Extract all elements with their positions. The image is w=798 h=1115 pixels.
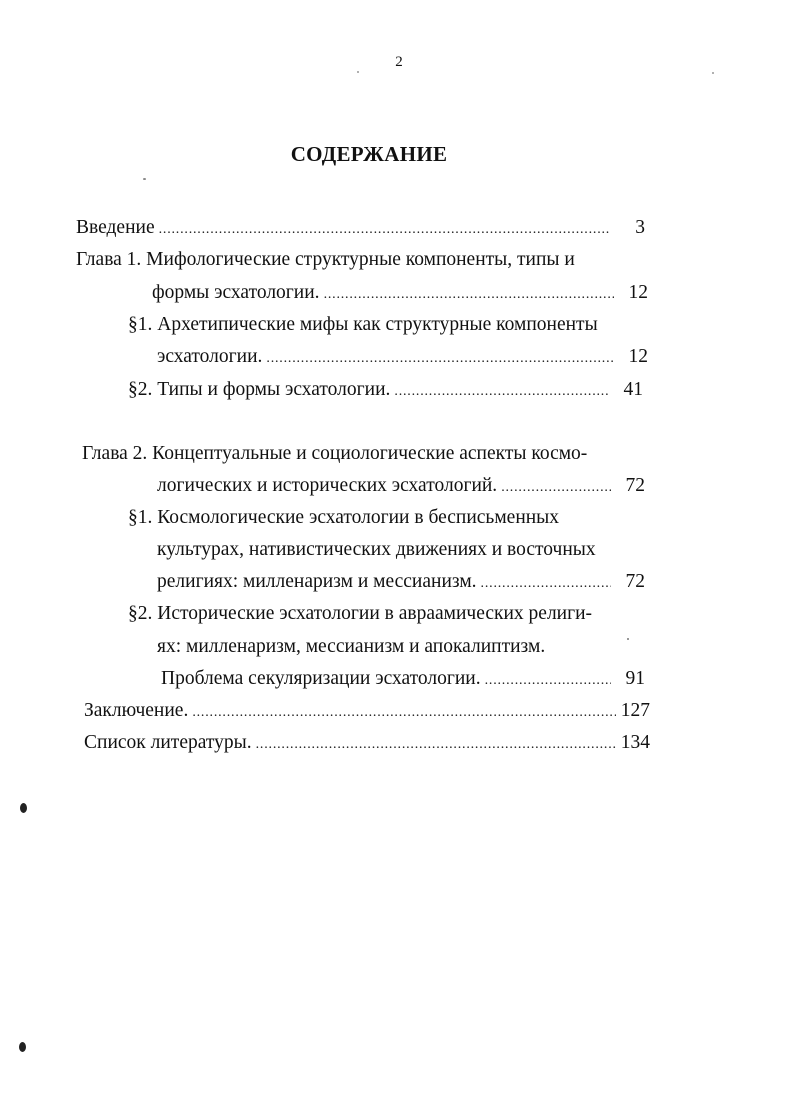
toc-entry-text: формы эсхатологии. — [152, 282, 320, 303]
toc-leader-dots — [159, 216, 611, 244]
toc-entry-text: §1. Космологические эсхатологии в бесписьменных — [128, 507, 560, 528]
toc-entry-text: Заключение. — [84, 700, 189, 721]
scan-artifact-speck — [712, 72, 714, 74]
toc-entry-section-2-1-line-2[interactable] — [157, 536, 657, 564]
toc-leader-dots — [266, 345, 614, 373]
toc-entry-chapter-2-line-1[interactable] — [82, 440, 682, 468]
toc-entry-text: §2. Исторические эсхатологии в авраамических религи- — [128, 603, 593, 624]
toc-leader-dots — [485, 667, 611, 695]
scan-artifact-speck — [143, 178, 146, 180]
toc-entry-section-2-1-line-1[interactable] — [128, 504, 648, 532]
toc-entry-section-2-2-line-3[interactable] — [161, 665, 645, 693]
scan-artifact-mark — [20, 803, 27, 813]
toc-page-number: 12 — [628, 282, 648, 303]
toc-entry-text: культурах, нативистических движениях и восточных — [157, 539, 596, 560]
toc-entry-intro[interactable] — [76, 214, 645, 242]
toc-entry-text: Глава 2. Концептуальные и социологические аспекты космо- — [82, 443, 588, 464]
toc-leader-dots — [394, 378, 609, 406]
toc-entry-text: логических и исторических эсхатологий. — [157, 475, 498, 496]
toc-entry-text: §2. Типы и формы эсхатологии. — [128, 379, 391, 400]
toc-entry-text: ях: милленаризм, мессианизм и апокалиптизм. — [157, 636, 546, 657]
toc-entry-text: Введение — [76, 217, 155, 238]
toc-page-number: 3 — [635, 217, 645, 238]
toc-entry-conclusion[interactable] — [84, 697, 650, 725]
toc-entry-chapter-1-line-1[interactable] — [76, 246, 676, 274]
scan-artifact-speck — [627, 638, 629, 640]
toc-leader-dots — [481, 570, 611, 598]
toc-entry-text: Проблема секуляризации эсхатологии. — [161, 668, 481, 689]
scan-artifact-speck — [357, 71, 359, 73]
toc-page-number: 134 — [620, 732, 650, 753]
toc-entry-text: религиях: милленаризм и мессианизм. — [157, 571, 477, 592]
toc-entry-text: Список литературы. — [84, 732, 252, 753]
toc-entry-text: эсхатологии. — [157, 346, 263, 367]
toc-page-number: 127 — [620, 700, 650, 721]
toc-page-number: 72 — [625, 571, 645, 592]
toc-leader-dots — [324, 281, 614, 309]
toc-entry-section-1-1-line-2[interactable] — [157, 343, 648, 371]
toc-entry-bibliography[interactable] — [84, 729, 650, 757]
toc-entry-section-2-1-line-3[interactable] — [157, 568, 645, 596]
toc-entry-chapter-1-line-2[interactable] — [152, 279, 648, 307]
toc-entry-section-2-2-line-2[interactable] — [157, 633, 657, 661]
page-title: СОДЕРЖАНИЕ — [290, 142, 448, 166]
scan-artifact-mark — [19, 1042, 26, 1052]
toc-entry-text: Глава 1. Мифологические структурные компоненты, типы и — [76, 249, 575, 270]
toc-entry-section-2-2-line-1[interactable] — [128, 600, 668, 628]
toc-entry-chapter-2-line-2[interactable] — [157, 472, 645, 500]
toc-page-number: 12 — [628, 346, 648, 367]
toc-leader-dots — [192, 699, 616, 727]
toc-leader-dots — [256, 731, 616, 759]
page-number: 2 — [395, 54, 403, 70]
toc-entry-section-1-2[interactable] — [128, 376, 643, 404]
toc-page-number: 41 — [623, 379, 643, 400]
toc-leader-dots — [501, 474, 611, 502]
toc-entry-text: §1. Архетипические мифы как структурные компоненты — [128, 314, 598, 335]
toc-page-number: 91 — [625, 668, 645, 689]
toc-entry-section-1-1-line-1[interactable] — [128, 311, 648, 339]
toc-page-number: 72 — [625, 475, 645, 496]
